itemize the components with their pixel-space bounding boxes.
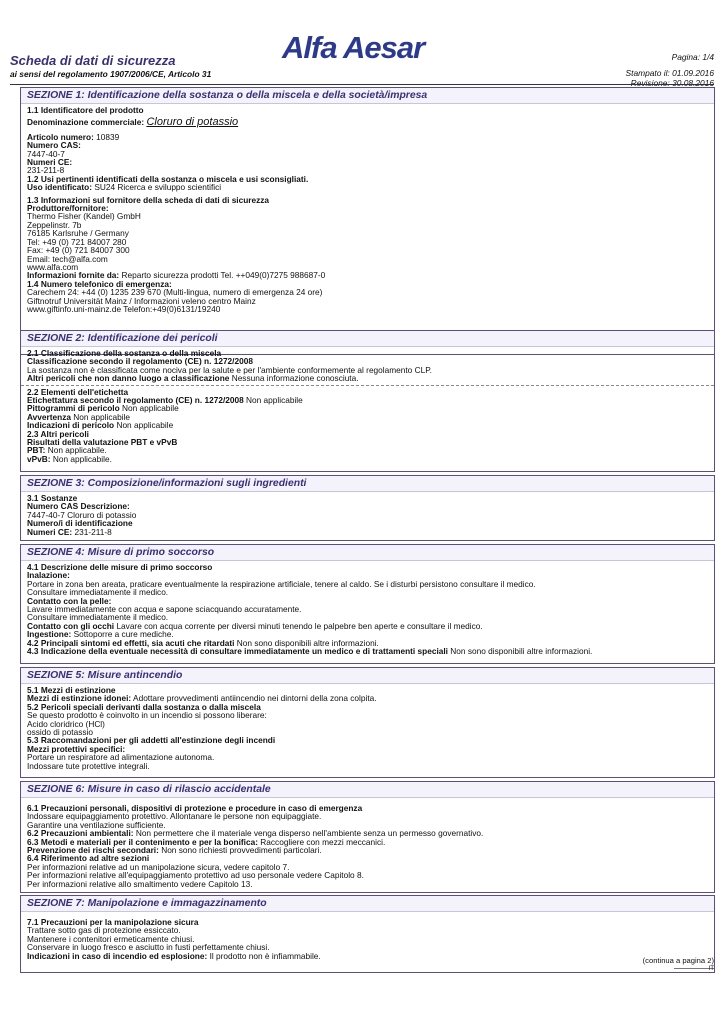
vpvb-line: vPvB: Non applicabile. xyxy=(27,453,112,464)
reference-text: Per informazioni relative ad un manipolazione sicura, vedere capitolo 7. xyxy=(27,861,290,872)
document-subtitle: ai sensi del regolamento 1907/2006/CE, Articolo 31 xyxy=(10,69,212,79)
page-number: Pagina: 1/4 xyxy=(671,52,714,62)
secondary-risks-line: Prevenzione dei rischi secondari: Non sono richiesti provvedimenti particolari. xyxy=(27,845,322,856)
continued-note: (continua a pagina 2) xyxy=(642,956,714,965)
fire-explosion-line: Indicazioni in caso di incendio ed esplosione: Il prodotto non è infiammabile. xyxy=(27,950,321,961)
s4-heading-4-1: 4.1 Descrizione delle misure di primo soccorso xyxy=(27,562,213,572)
emergency-line: Giftnotruf Universität Mainz / Informazioni veleno centro Mainz xyxy=(27,295,256,306)
address-line: Zeppelinstr. 7b xyxy=(27,219,82,230)
section-2-title: SEZIONE 2: Identificazione dei pericoli xyxy=(21,331,714,347)
alfa-aesar-logo: Alfa Aesar xyxy=(282,30,425,65)
article-number-line: Articolo numero: 10839 xyxy=(27,131,120,142)
document-header-left xyxy=(10,53,211,79)
labelling-line: Etichettatura secondo il regolamento (CE) n. 1272/2008 Non applicabile xyxy=(27,395,303,406)
s2-heading-2-3: 2.3 Altri pericoli xyxy=(27,428,89,439)
section-3-title: SEZIONE 3: Composizione/informazioni sugli ingredienti xyxy=(21,476,714,492)
section-7 xyxy=(20,895,715,973)
header-rule xyxy=(10,84,714,85)
ce-label: Numeri CE: xyxy=(27,157,73,168)
protective-text: Indossare tute protettive integrali. xyxy=(27,760,150,771)
inhalation-text: Consultare immediatamente il medico. xyxy=(27,587,169,598)
skin-contact-text: Consultare immediatamente il medico. xyxy=(27,612,169,623)
printed-date: Stampato il: 01.09.2016 xyxy=(625,68,714,78)
telephone: Tel: +49 (0) 721 84007 280 xyxy=(27,236,127,247)
hazard-text: Se questo prodotto è coinvolto in un incendio si possono liberare: xyxy=(27,710,267,721)
cas-value: 7447-40-7 xyxy=(27,148,65,159)
medical-attention-line: 4.3 Indicazione della eventuale necessità di consultare immediatamente un medico e di trattamenti speciali Non sono disponibili altre informazioni. xyxy=(27,646,593,657)
address-line: Thermo Fisher (Kandel) GmbH xyxy=(27,211,141,222)
s5-heading-5-2: 5.2 Pericoli speciali derivanti dalla sostanza o dalla miscela xyxy=(27,701,261,712)
s6-heading-6-1: 6.1 Precauzioni personali, dispositivi di protezione e procedure in caso di emergenza xyxy=(27,803,363,813)
producer-label: Produttore/fornitore: xyxy=(27,203,109,214)
handling-text: Trattare sotto gas di protezione essiccato. xyxy=(27,925,181,936)
section-6-title: SEZIONE 6: Misure in caso di rilascio accidentale xyxy=(21,782,714,798)
reference-text: Per informazioni relative allo smaltimento vedere Capitolo 13. xyxy=(27,878,253,889)
s2-heading-2-2: 2.2 Elementi dell'etichetta xyxy=(27,386,129,397)
revision-date: Revisione: 30.08.2016 xyxy=(630,78,714,88)
signal-word-line: Avvertenza Non applicabile xyxy=(27,411,131,422)
other-hazards-line: Altri pericoli che non danno luogo a classificazione Nessuna informazione conosciuta. xyxy=(27,373,359,384)
section-4-title: SEZIONE 4: Misure di primo soccorso xyxy=(21,545,714,561)
document-title: Scheda di dati di sicurezza xyxy=(10,53,176,68)
section-6 xyxy=(20,781,715,893)
document-header-right xyxy=(626,52,714,88)
address-line: 76185 Karlsruhe / Germany xyxy=(27,228,129,239)
info-provider-line: Informazioni fornite da: Reparto sicurezza prodotti Tel. ++049(0)7275 988687-0 xyxy=(27,270,326,281)
language-code: IT xyxy=(708,965,714,972)
protective-text: Portare un respiratore ad alimentazione autonoma. xyxy=(27,752,215,763)
trade-name: Cloruro di potassio xyxy=(146,116,239,129)
divider xyxy=(21,385,714,386)
extinguishing-media-line: Mezzi di estinzione idonei: Adottare provvedimenti antiincendio nei dintorni della zona colpita. xyxy=(27,693,377,704)
s1-heading-1-3: 1.3 Informazioni sul fornitore della scheda di dati di sicurezza xyxy=(27,194,270,205)
section-2 xyxy=(20,330,715,472)
protective-equipment-label: Mezzi protettivi specifici: xyxy=(27,743,126,754)
environmental-precautions-line: 6.2 Precauzioni ambientali: Non permettere che il materiale venga disperso nell'ambiente senza un permesso governativo. xyxy=(27,828,484,839)
identification-label: Numero/i di identificazione xyxy=(27,518,133,529)
s1-heading-1-4: 1.4 Numero telefonico di emergenza: xyxy=(27,278,172,289)
handling-text: Mantenere i contenitori ermeticamente chiusi. xyxy=(27,933,195,944)
emergency-line: www.giftinfo.uni-mainz.de Telefon:+49(0)6131/19240 xyxy=(27,303,221,314)
handling-text: Conservare in luogo fresco e asciutto in fusti perfettamente chiusi. xyxy=(27,942,270,953)
section-5 xyxy=(20,667,715,778)
symptoms-line: 4.2 Principali sintomi ed effetti, sia acuti che ritardati Non sono disponibili altre informazioni. xyxy=(27,637,379,648)
pictograms-line: Pittogrammi di pericolo Non applicabile xyxy=(27,403,179,414)
email: Email: tech@alfa.com xyxy=(27,253,108,264)
hazard-statements-line: Indicazioni di pericolo Non applicabile xyxy=(27,420,174,431)
emergency-line: Carechem 24: +44 (0) 1235 239 670 (Multi-lingua, numero di emergenza 24 ore) xyxy=(27,287,323,298)
s7-heading-7-1: 7.1 Precauzioni per la manipolazione sicura xyxy=(27,917,199,927)
section-4 xyxy=(20,544,715,664)
cas-description-label: Numero CAS Descrizione: xyxy=(27,501,130,512)
containment-line: 6.3 Metodi e materiali per il contenimento e per la bonifica: Raccogliere con mezzi meccanici. xyxy=(27,836,386,847)
s3-heading-3-1: 3.1 Sostanze xyxy=(27,493,78,503)
classification-label: Classificazione secondo il regolamento (CE) n. 1272/2008 xyxy=(27,356,253,367)
section-1-title: SEZIONE 1: Identificazione della sostanza o della miscela e della società/impresa xyxy=(21,88,714,104)
s1-heading-1-2: 1.2 Usi pertinenti identificati della sostanza o miscela e usi sconsigliati. xyxy=(27,173,309,184)
pbt-heading: Risultati della valutazione PBT e vPvB xyxy=(27,437,178,448)
identified-use-line: Uso identificato: SU24 Ricerca e sviluppo scientifici xyxy=(27,182,222,193)
section-7-title: SEZIONE 7: Manipolazione e immagazzinamento xyxy=(21,896,714,912)
s1-heading-1-1: 1.1 Identificatore del prodotto xyxy=(27,105,144,115)
inhalation-text: Portare in zona ben areata, praticare eventualmente la respirazione artificiale, tenere al caldo. Se i disturbi persistono consultare il medico. xyxy=(27,578,536,589)
skin-contact-label: Contatto con la pelle: xyxy=(27,595,112,606)
section-1 xyxy=(20,87,715,358)
hazard-text: ossido di potassio xyxy=(27,727,93,738)
pbt-line: PBT: Non applicabile. xyxy=(27,445,107,456)
ce-value: 231-211-8 xyxy=(27,165,65,176)
precaution-text: Garantire una ventilazione sufficiente. xyxy=(27,819,166,830)
s5-heading-5-3: 5.3 Raccomandazioni per gli addetti all'estinzione degli incendi xyxy=(27,735,276,746)
inhalation-label: Inalazione: xyxy=(27,570,70,581)
s5-heading-5-1: 5.1 Mezzi di estinzione xyxy=(27,685,116,695)
website: www.alfa.com xyxy=(27,261,79,272)
section-5-title: SEZIONE 5: Misure antincendio xyxy=(21,668,714,684)
cas-label: Numero CAS: xyxy=(27,140,81,151)
hazard-text: Acido cloridrico (HCl) xyxy=(27,718,105,729)
eye-contact-line: Contatto con gli occhi Lavare con acqua corrente per diversi minuti tenendo le palpebre ben aperte e consultare il medico. xyxy=(27,620,483,631)
classification-text: La sostanza non è classificata come nociva per la salute e per l'ambiente conformemente al regolamento CLP. xyxy=(27,364,432,375)
ce-number-line: Numeri CE: 231-211-8 xyxy=(27,526,112,537)
cas-description-value: 7447-40-7 Cloruro di potassio xyxy=(27,509,137,520)
reference-text: Per informazioni relative all'equipaggiamento protettivo ad uso personale vedere Capitolo 8. xyxy=(27,870,364,881)
s2-heading-2-1: 2.1 Classificazione della sostanza o della miscela xyxy=(27,348,222,358)
skin-contact-text: Lavare immediatamente con acqua e sapone sciacquando accuratamente. xyxy=(27,604,302,615)
ingestion-line: Ingestione: Sottoporre a cure mediche. xyxy=(27,629,174,640)
trade-name-line: Denominazione commerciale: Cloruro di potassio xyxy=(27,116,239,129)
section-3 xyxy=(20,475,715,541)
precaution-text: Indossare equipaggiamento protettivo. Allontanare le persone non equipaggiate. xyxy=(27,811,322,822)
s6-heading-6-4: 6.4 Riferimento ad altre sezioni xyxy=(27,853,150,864)
fax: Fax: +49 (0) 721 84007 300 xyxy=(27,245,130,256)
